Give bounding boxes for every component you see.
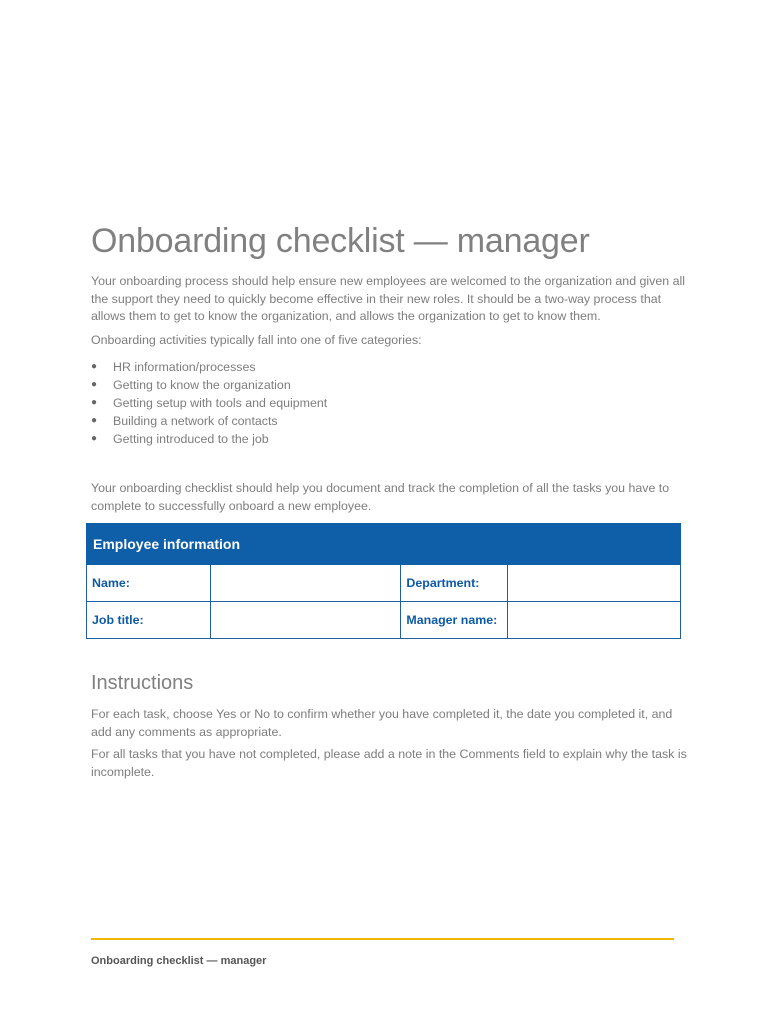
job-title-label: Job title: bbox=[87, 602, 211, 639]
list-item bbox=[91, 376, 327, 394]
list-item bbox=[91, 358, 327, 376]
instructions-heading: Instructions bbox=[91, 672, 194, 694]
table-row bbox=[87, 602, 681, 639]
bullet-icon: ● bbox=[91, 415, 98, 426]
employee-info-table bbox=[86, 523, 681, 639]
category-label: Building a network of contacts bbox=[113, 414, 278, 428]
footer-divider bbox=[91, 938, 674, 940]
job-title-field[interactable] bbox=[210, 602, 401, 639]
category-label: Getting setup with tools and equipment bbox=[113, 396, 328, 410]
manager-name-field[interactable] bbox=[508, 602, 681, 639]
table-row bbox=[87, 565, 681, 602]
department-label: Department: bbox=[401, 565, 508, 602]
manager-name-label: Manager name: bbox=[401, 602, 508, 639]
categories-intro: Onboarding activities typically fall into one of five categories: bbox=[91, 333, 422, 347]
list-item bbox=[91, 430, 327, 448]
intro-paragraph: Your onboarding process should help ensure new employees are welcomed to the organization and given all the support they need to quickly become effective in their new roles. It should be a two-way process that allows them to get to know the organization, and allows the organization to get to know them. bbox=[91, 274, 685, 323]
category-label: HR information/processes bbox=[113, 360, 256, 374]
footer-title: Onboarding checklist — manager bbox=[91, 955, 267, 967]
category-list bbox=[91, 358, 327, 448]
page-title: Onboarding checklist — manager bbox=[91, 222, 590, 260]
category-label: Getting introduced to the job bbox=[113, 432, 269, 446]
bullet-icon: ● bbox=[91, 397, 98, 408]
instructions-paragraph: For all tasks that you have not completed, please add a note in the Comments field to explain why the task is incomplete. bbox=[91, 747, 687, 779]
bullet-icon: ● bbox=[91, 433, 98, 444]
instructions-paragraph: For each task, choose Yes or No to confirm whether you have completed it, the date you completed it, and add any comments as appropriate. bbox=[91, 707, 673, 739]
list-item bbox=[91, 394, 327, 412]
list-item bbox=[91, 412, 327, 430]
checklist-note: Your onboarding checklist should help you document and track the completion of all the tasks you have to complete to successfully onboard a new employee. bbox=[91, 481, 670, 513]
name-field[interactable] bbox=[210, 565, 401, 602]
category-label: Getting to know the organization bbox=[113, 378, 291, 392]
bullet-icon: ● bbox=[91, 379, 98, 390]
employee-info-header: Employee information bbox=[87, 524, 681, 565]
department-field[interactable] bbox=[508, 565, 681, 602]
bullet-icon: ● bbox=[91, 361, 98, 372]
name-label: Name: bbox=[87, 565, 211, 602]
